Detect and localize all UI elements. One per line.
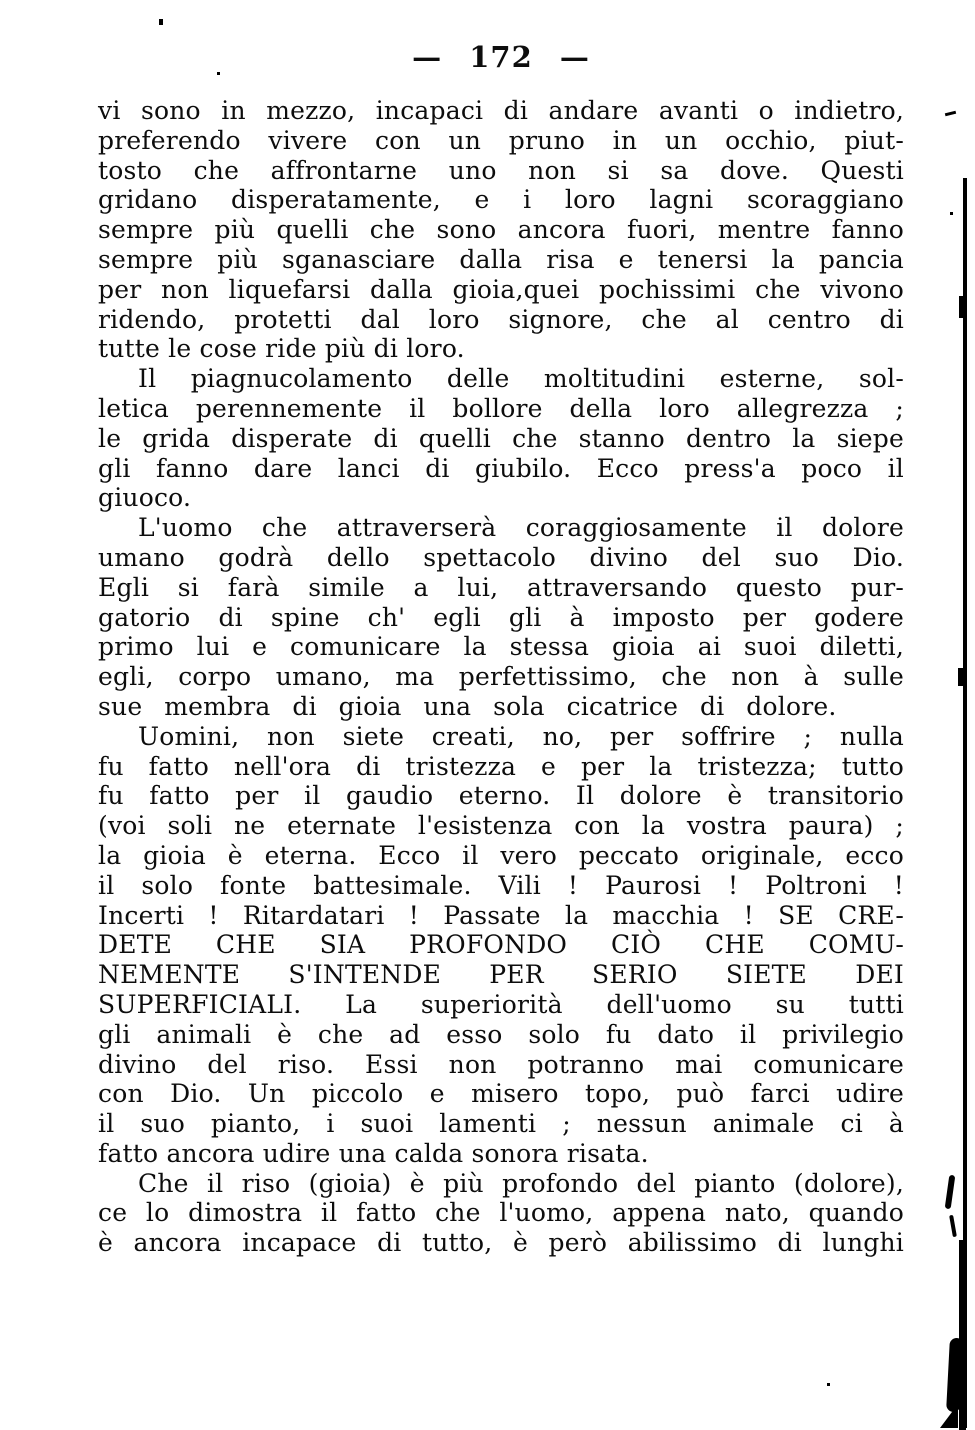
scan-artifact-speck bbox=[945, 111, 956, 117]
text-line: gridano disperatamente, e i loro lagni scoraggiano bbox=[98, 185, 904, 215]
text-line: SUPERFICIALI. La superiorità dell'uomo su tutti bbox=[98, 989, 904, 1019]
text-line: Uomini, non siete creati, no, per soffrire ; nulla bbox=[138, 721, 904, 751]
scan-artifact-speck bbox=[217, 72, 220, 75]
scan-artifact-speck bbox=[159, 19, 163, 25]
text-line: umano godrà dello spettacolo divino del suo Dio. bbox=[98, 542, 904, 572]
text-line: ce lo dimostra il fatto che l'uomo, appena nato, quando bbox=[98, 1198, 904, 1228]
text-line: con Dio. Un piccolo e misero topo, può farci udire bbox=[98, 1079, 904, 1109]
text-line: NEMENTE S'INTENDE PER SERIO SIETE DEI bbox=[98, 960, 904, 990]
text-line: fu fatto nell'ora di tristezza e per la tristezza; tutto bbox=[98, 751, 904, 781]
text-line: la gioia è eterna. Ecco il vero peccato originale, ecco bbox=[98, 840, 904, 870]
text-line: il solo fonte battesimale. Vili ! Paurosi ! Poltroni ! bbox=[98, 870, 904, 900]
text-line: divino del riso. Essi non potranno mai comunicare bbox=[98, 1049, 904, 1079]
body-text bbox=[98, 96, 904, 1258]
scan-artifact-nub bbox=[958, 668, 964, 686]
text-line: Che il riso (gioia) è più profondo del pianto (dolore), bbox=[138, 1168, 904, 1198]
text-line: sempre più sganasciare dalla risa e tenersi la pancia bbox=[98, 244, 904, 274]
text-line: fatto ancora udire una calda sonora risata. bbox=[98, 1138, 649, 1168]
text-line: Incerti ! Ritardatari ! Passate la macchia ! SE CRE- bbox=[98, 900, 904, 930]
text-line: il suo pianto, i suoi lamenti ; nessun animale ci à bbox=[98, 1109, 904, 1139]
text-line: è ancora incapace di tutto, è però abilissimo di lunghi bbox=[98, 1228, 904, 1258]
text-line: Egli si farà simile a lui, attraversando questo pur- bbox=[98, 572, 904, 602]
text-line: giuoco. bbox=[98, 483, 192, 513]
text-line: gatorio di spine ch' egli gli à imposto per godere bbox=[98, 602, 904, 632]
text-line: ridendo, protetti dal loro signore, che al centro di bbox=[98, 304, 904, 334]
text-line: vi sono in mezzo, incapaci di andare avanti o indietro, bbox=[98, 96, 904, 125]
text-line: Il piagnucolamento delle moltitudini esterne, sol- bbox=[138, 364, 904, 394]
text-line: tosto che affrontarne uno non si sa dove. Questi bbox=[98, 155, 904, 185]
text-line: primo lui e comunicare la stessa gioia ai suoi diletti, bbox=[98, 632, 904, 662]
text-line: egli, corpo umano, ma perfettissimo, che non à sulle bbox=[98, 662, 904, 692]
text-line: letica perennemente il bollore della loro allegrezza ; bbox=[98, 393, 904, 423]
scan-artifact-squiggle bbox=[945, 1175, 956, 1210]
text-line: sue membra di gioia una sola cicatrice di dolore. bbox=[98, 691, 837, 721]
text-line: le grida disperate di quelli che stanno dentro la siepe bbox=[98, 423, 904, 453]
text-line: (voi soli ne eternate l'esistenza con la vostra paura) ; bbox=[98, 811, 904, 841]
text-line: sempre più quelli che sono ancora fuori, mentre fanno bbox=[98, 215, 904, 245]
text-line: tutte le cose ride più di loro. bbox=[98, 334, 465, 364]
page-number: — 172 — bbox=[412, 40, 590, 74]
text-line: preferendo vivere con un pruno in un occhio, piut- bbox=[98, 125, 904, 155]
text-line: DETE CHE SIA PROFONDO CIÒ CHE COMU- bbox=[98, 930, 904, 960]
text-line: gli fanno dare lanci di giubilo. Ecco press'a poco il bbox=[98, 453, 904, 483]
text-line: L'uomo che attraverserà coraggiosamente il dolore bbox=[138, 513, 904, 543]
text-line: gli animali è che ad esso solo fu dato il privilegio bbox=[98, 1019, 904, 1049]
scan-artifact-speck bbox=[950, 212, 953, 215]
text-line: per non liquefarsi dalla gioia,quei pochissimi che vivono bbox=[98, 274, 904, 304]
scan-artifact-speck bbox=[827, 1383, 830, 1386]
text-line: fu fatto per il gaudio eterno. Il dolore è transitorio bbox=[98, 781, 904, 811]
scan-artifact-squiggle bbox=[949, 1215, 957, 1237]
scan-artifact-nub bbox=[959, 296, 964, 318]
